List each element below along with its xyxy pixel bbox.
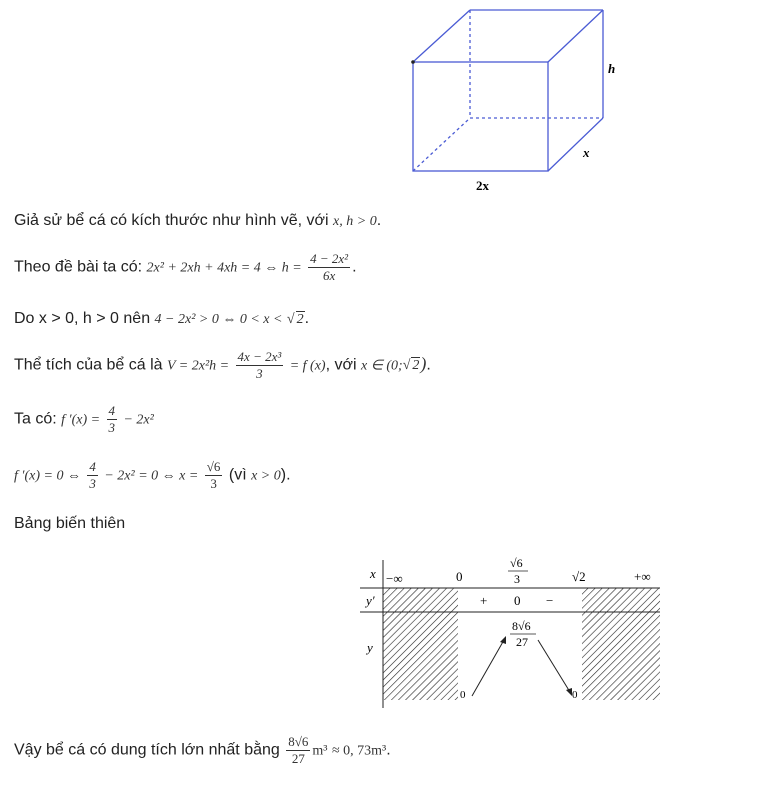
row-label-y: y [367, 640, 373, 655]
label-x: x [583, 145, 590, 160]
line-3: Do x > 0, h > 0 nên 4 − 2x² > 0 ⇔ 0 < x < √ 2. [14, 310, 310, 327]
line-1 [14, 212, 381, 230]
line-3-end: . [304, 310, 310, 327]
y-max-num: 8√6 [512, 619, 531, 633]
line-8-approx: ≈ 0, 73 [331, 743, 372, 759]
line-4-frac-den: 3 [256, 365, 263, 381]
line-2-end: . [352, 258, 357, 276]
line-6 [14, 460, 291, 490]
line-6-end: ). [280, 466, 291, 484]
sign-plus: + [480, 593, 488, 608]
line-8-frac-den: 27 [291, 750, 305, 766]
line-8-text: Vậy bể cá có dung tích lớn nhất bằng [14, 741, 280, 759]
arrow-increasing [472, 640, 504, 696]
x-pos-inf: +∞ [634, 569, 651, 584]
line-2 [14, 252, 357, 282]
line-4: Thể tích của bể cá là V = 2x²h = $\frac{\text{4x − 2x³}}{3}$ = f (x), với x ∈ (0;√ 2). [14, 349, 431, 381]
line-6-frac1-den: 3 [89, 475, 96, 491]
line-7-text: Bảng biến thiên [14, 515, 126, 532]
line-6-frac2-num: √6 [206, 459, 221, 474]
line-3-text: Do x > 0, h > 0 nên [14, 310, 151, 327]
box-front-face [413, 62, 548, 171]
hatch-left [383, 588, 458, 700]
line-8 [14, 735, 391, 765]
line-5-frac-num: 4 [108, 403, 116, 418]
sign-zero: 0 [514, 593, 521, 608]
variation-table [350, 550, 670, 710]
line-5-math-left: f ′(x) = [61, 412, 101, 428]
line-2-math: 2x² + 2xh + 4xh = 4 ⇔ h = [146, 260, 302, 276]
box-figure [0, 0, 769, 200]
line-6-fraction-2 [205, 460, 223, 490]
line-1-math: x, h > 0 [333, 214, 377, 229]
label-2x: 2x [476, 178, 489, 193]
row-label-x: x [370, 566, 376, 581]
line-2-fraction [308, 252, 350, 282]
line-8-frac-num: 8√6 [288, 734, 309, 749]
line-4-domain-sqrt: 2 [412, 358, 420, 374]
line-1-end: . [376, 212, 382, 229]
line-2-frac-den: 6x [322, 267, 336, 283]
line-4-math-right: = f (x) [289, 358, 326, 374]
line-5-fraction [107, 404, 118, 434]
y-right-zero: 0 [572, 689, 578, 701]
line-5 [14, 404, 154, 434]
y-left-zero: 0 [460, 689, 466, 701]
line-3-sqrt: 2 [296, 312, 304, 327]
line-4-text: Thể tích của bể cá là [14, 356, 163, 374]
line-6-text: (vì [228, 466, 247, 484]
line-6-frac1-num: 4 [89, 459, 96, 474]
line-2-frac-num: 4 − 2x² [310, 251, 349, 266]
line-5-math-right: − 2x² [123, 412, 154, 428]
line-2-text: Theo đề bài ta có: [14, 258, 143, 276]
line-6-math-mid: − 2x² = 0 ⇔ x = [104, 468, 199, 484]
x-neg-inf: −∞ [386, 571, 403, 586]
line-5-text: Ta có: [14, 410, 57, 428]
x-crit-num: √6 [510, 556, 523, 570]
line-8-fraction [286, 735, 310, 765]
x-sqrt2: √2 [572, 569, 586, 584]
line-6-math-cond: x > 0 [251, 468, 281, 484]
sign-minus: − [546, 593, 554, 608]
line-4-domain-left: x ∈ (0; [360, 358, 403, 374]
line-6-fraction-1 [87, 460, 98, 490]
line-3-math: 4 − 2x² > 0 ⇔ 0 < x < [154, 312, 283, 327]
line-1-text: Giả sử bể cá có kích thước như hình vẽ, với [14, 212, 329, 229]
line-6-frac2-den: 3 [210, 475, 217, 491]
line-6-math-left: f ′(x) = 0 ⇔ [14, 468, 81, 484]
line-8-unit-2: m³ [371, 743, 387, 759]
line-4-domain-right: ) [420, 353, 427, 374]
line-4-frac-num: 4x − 2x³ [237, 349, 282, 364]
line-4-mid: , với [325, 356, 357, 374]
line-4-fraction [236, 350, 284, 380]
arrow-decreasing [538, 640, 570, 692]
line-7 [14, 515, 125, 533]
y-max-den: 27 [516, 635, 528, 649]
line-8-end: . [386, 741, 391, 759]
x-zero: 0 [456, 569, 463, 584]
x-crit-den: 3 [514, 572, 520, 586]
line-4-end: . [426, 356, 431, 374]
label-h: h [608, 61, 616, 76]
hatch-right [582, 588, 660, 700]
line-4-math-left: V = 2x²h = [166, 358, 230, 374]
line-8-unit-1: m³ [312, 743, 328, 759]
line-5-frac-den: 3 [108, 419, 116, 435]
row-label-yprime: y′ [366, 593, 375, 608]
